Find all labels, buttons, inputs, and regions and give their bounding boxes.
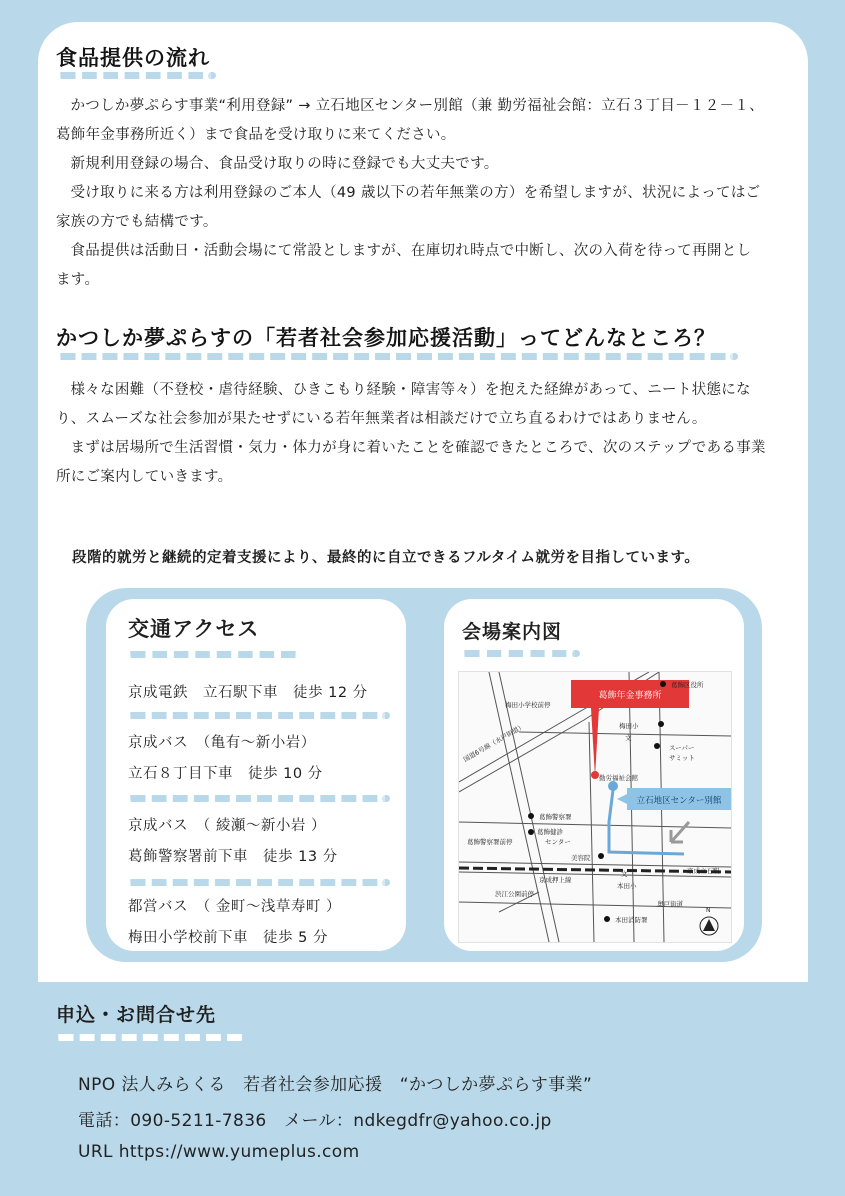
map-label: 文 [621, 870, 628, 878]
paragraph: 食品提供は活動日・活動会場にて常設としますが、在庫切れ時点で中断し、次の入荷を待って再開とします。 [56, 243, 752, 288]
paragraph: 受け取りに来る方は利用登録のご本人（49 歳以下の若年無業の方）を希望しますが、状況によってはご家族の方でも結構です。 [56, 185, 761, 230]
access-box [106, 599, 406, 951]
venue-dot [591, 771, 599, 779]
title-underline [58, 353, 738, 360]
section-title-food-flow: 食品提供の流れ [56, 46, 210, 70]
map-label: 渋江公園前停 [495, 890, 534, 898]
title-underline [56, 1034, 244, 1041]
map-label: 葛飾区役所 [671, 681, 704, 689]
map-label: 本田消防署 [615, 916, 648, 924]
goal-statement: 段階的就労と継続的定着支援により、最終的に自立できるフルタイム就労を目指しています。 [72, 550, 700, 566]
map-label: 美容院 [571, 854, 591, 862]
map-label: N [706, 907, 711, 914]
map-label: センター [545, 838, 571, 846]
access-item: 京成バス （亀有〜新小岩） 立石８丁目下車 徒歩 10 分 [128, 735, 323, 782]
center-annex-pointer [617, 794, 627, 804]
contact-org: NPO 法人みらくる 若者社会参加応援 “かつしか夢ぷらす事業” [78, 1075, 593, 1095]
contact-phone-email: 電話：090-5211-7836 メール：ndkegdfr@yahoo.co.jp [78, 1111, 552, 1131]
info-panel [86, 588, 762, 962]
map-label: 勤労福祉会館 [599, 774, 638, 782]
center-dot [608, 781, 618, 791]
map-label: 国道6号線（水戸街道） [462, 722, 526, 764]
center-annex-label: 立石地区センター別館 [636, 796, 722, 806]
map-title: 会場案内図 [462, 621, 563, 643]
map-drawing [459, 672, 731, 942]
venue-map [458, 671, 732, 943]
pension-office-pointer [591, 708, 599, 777]
paragraph: 様々な困難（不登校・虐待経験、ひきこもり経験・障害等々）を抱えた経緯があって、ニート状態になり、スムーズな社会参加が果たせずにいる若年無業者は相談だけで立ち直るわけではありません。 [56, 382, 751, 427]
divider [128, 795, 390, 802]
map-label: 梅田小学校前停 [505, 701, 551, 709]
access-item: 京成バス （ 綾瀬〜新小岩 ） 葛飾警察署前下車 徒歩 13 分 [128, 818, 338, 865]
about-text [56, 376, 766, 492]
map-label: 本田小 [617, 882, 637, 890]
title-underline [128, 651, 298, 658]
map-label: サミット [669, 754, 695, 762]
north-arrow-icon [703, 919, 715, 931]
map-label: 葛飾警察署 [539, 813, 572, 821]
map-label: 京成押上線 [539, 876, 572, 884]
divider [128, 712, 390, 719]
map-label: 葛飾健診 [537, 828, 563, 836]
food-flow-text [56, 92, 766, 295]
map-box [444, 599, 744, 951]
route-arrow [671, 822, 689, 842]
map-label: 文 [625, 734, 632, 742]
map-label: 奥戸街道 [657, 900, 683, 908]
map-label: 梅田小 [619, 722, 639, 730]
pension-office-label: 葛飾年金事務所 [598, 691, 662, 701]
access-item: 京成電鉄 立石駅下車 徒歩 12 分 [128, 685, 368, 701]
paragraph: 新規利用登録の場合、食品受け取りの時に登録でも大丈夫です。 [70, 156, 499, 172]
divider [128, 879, 390, 886]
contact-url: URL https://www.yumeplus.com [78, 1142, 360, 1162]
paragraph: まずは居場所で生活習慣・気力・体力が身に着いたことを確認できたところで、次のステップである事業所にご案内していきます。 [56, 440, 766, 485]
access-item: 都営バス （ 金町〜浅草寿町 ） 梅田小学校前下車 徒歩 5 分 [128, 899, 341, 946]
title-underline [462, 650, 580, 657]
paragraph: かつしか夢ぷらす事業“利用登録” → 立石地区センター別館（兼 勤労福祉会館：立石３丁目－１２－１、葛飾年金事務所近く）まで食品を受け取りに来てください。 [56, 98, 764, 143]
contact-title: 申込・お問合せ先 [56, 1004, 217, 1026]
title-underline [58, 72, 216, 79]
map-label: 京成立石駅 [687, 867, 720, 875]
map-label: スーパー [669, 744, 695, 752]
map-label: 葛飾警察署前停 [467, 838, 513, 846]
access-title: 交通アクセス [128, 617, 260, 641]
section-title-about: かつしか夢ぷらすの「若者社会参加応援活動」ってどんなところ？ [56, 326, 716, 350]
